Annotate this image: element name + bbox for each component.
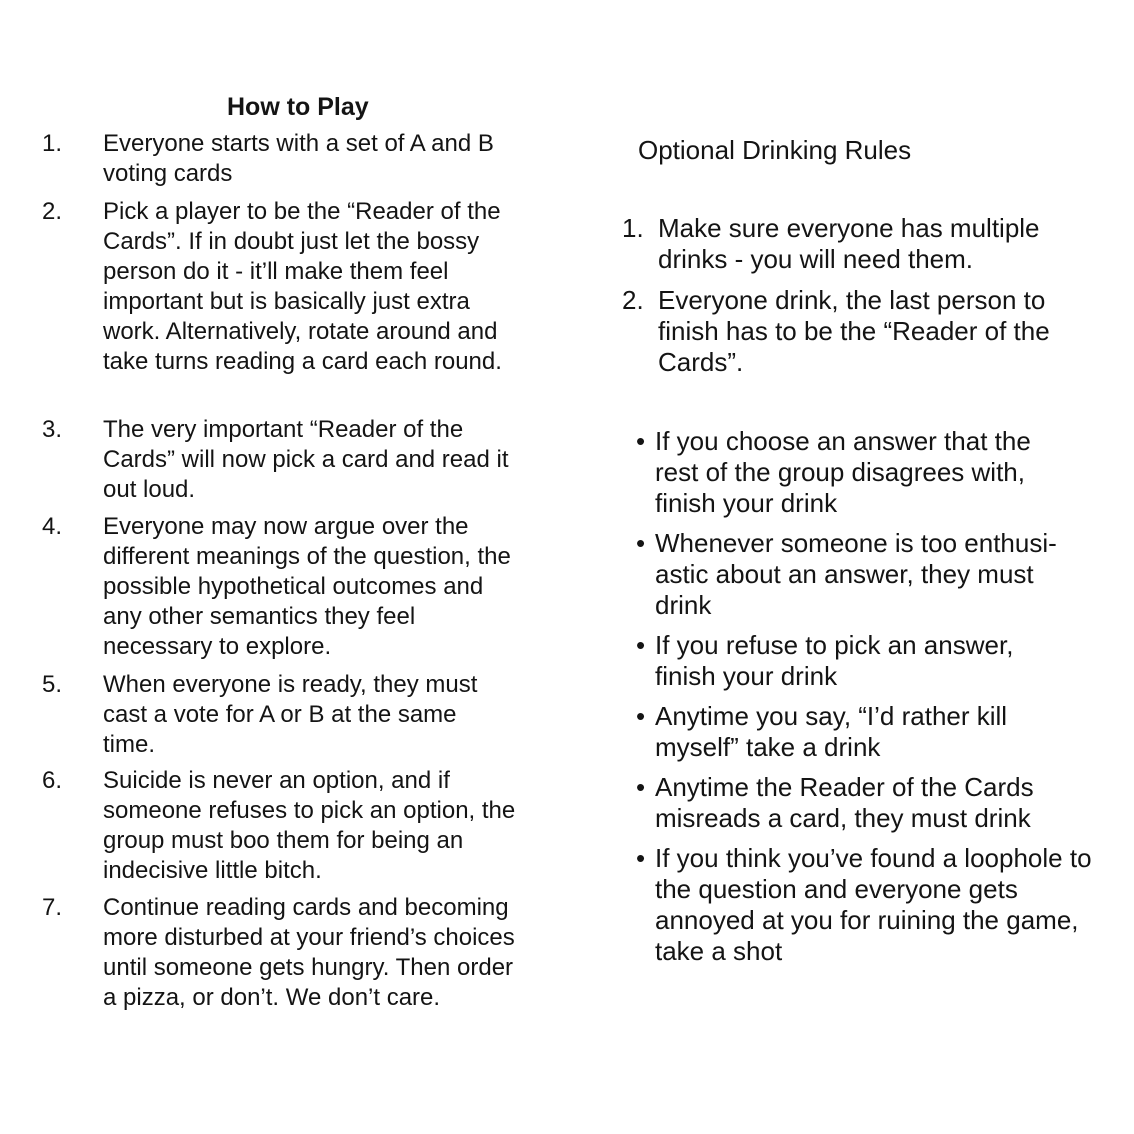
optional-drinking-rules-heading: Optional Drinking Rules — [638, 135, 912, 165]
step-number: 4. — [42, 513, 63, 540]
bullet-text: Anytime you say, “I’d rather kill myself” take a drink — [655, 701, 1008, 762]
step-number: 2. — [42, 198, 63, 225]
bullet-text: If you refuse to pick an answer, finish your drink — [655, 630, 1014, 691]
bullet-mark: • — [636, 843, 646, 873]
bullet-text: Anytime the Reader of the Cards misreads a card, they must drink — [655, 772, 1034, 833]
step-number: 1. — [42, 130, 63, 157]
how-to-play-heading: How to Play — [227, 93, 369, 121]
step-text: Make sure everyone has multiple drinks - you will need them. — [658, 213, 1040, 274]
bullet-text: If you think you’ve found a loophole to the question and everyone gets annoyed at you for ruining the game, take a shot — [655, 843, 1092, 966]
step-text: When everyone is ready, they must cast a vote for A or B at the same time. — [103, 671, 478, 758]
bullet-text: Whenever someone is too enthusi-astic about an answer, they must drink — [655, 528, 1057, 620]
step-number: 3. — [42, 416, 63, 443]
bullet-mark: • — [636, 772, 646, 802]
step-number: 5. — [42, 671, 63, 698]
step-text: The very important “Reader of the Cards” will now pick a card and read it out loud. — [103, 416, 509, 503]
step-text: Suicide is never an option, and if someone refuses to pick an option, the group must boo them for being an indecisive little bitch. — [103, 767, 516, 884]
step-number: 2. — [622, 285, 644, 315]
bullet-mark: • — [636, 528, 646, 558]
step-text: Continue reading cards and becoming more disturbed at your friend’s choices until someone gets hungry. Then order a pizza, or don’t. We don’t care. — [103, 894, 515, 1011]
bullet-mark: • — [636, 630, 646, 660]
step-text: Everyone may now argue over the different meanings of the question, the possible hypothetical outcomes and any other semantics they feel necessary to explore. — [103, 513, 511, 660]
step-text: Pick a player to be the “Reader of the Cards”. If in doubt just let the bossy person do it - it’ll make them feel important but is basically just extra work. Alternatively, rotate around and take turns reading a card each round. — [103, 198, 502, 375]
bullet-mark: • — [636, 701, 646, 731]
step-text: Everyone starts with a set of A and B voting cards — [103, 130, 494, 187]
bullet-mark: • — [636, 426, 646, 456]
step-number: 6. — [42, 767, 63, 794]
step-number: 7. — [42, 894, 63, 921]
step-number: 1. — [622, 213, 644, 243]
step-text: Everyone drink, the last person to finish has to be the “Reader of the Cards”. — [658, 285, 1050, 377]
bullet-text: If you choose an answer that the rest of the group disagrees with, finish your drink — [655, 426, 1031, 518]
